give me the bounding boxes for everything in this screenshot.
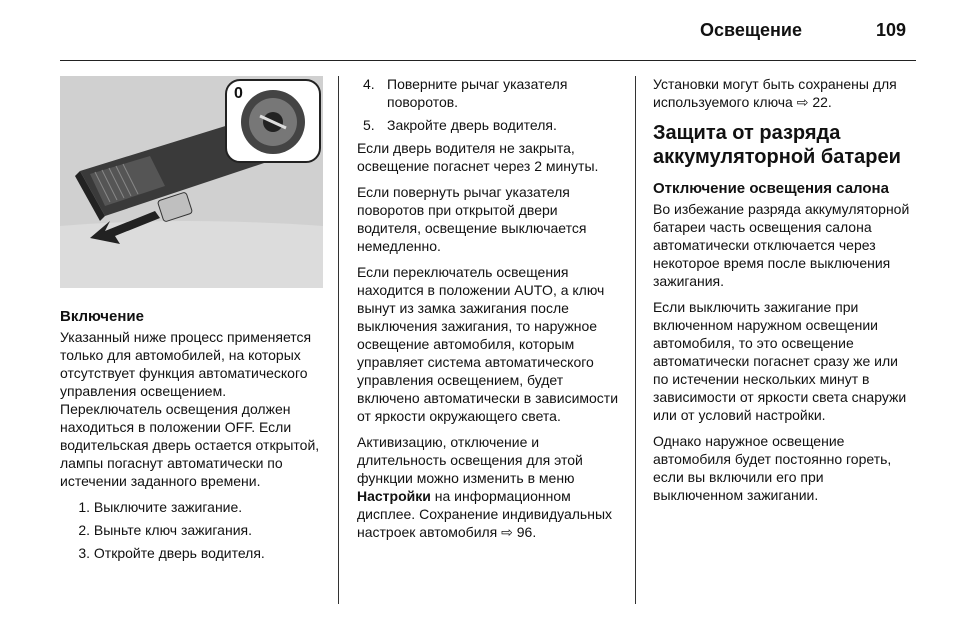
list-item [363, 75, 621, 111]
paragraph: Указанный ниже процесс применяется только для автомобилей, на которых отсутствует функция автоматического управления освещением. Переключатель освещения должен находиться в положении OFF. Если водительская дверь остается открытой, лампы погаснут автоматически по истечении заданного времени. [60, 329, 320, 489]
step-number: 2. [78, 522, 90, 538]
column-1 [60, 308, 322, 567]
paragraph: Если повернуть рычаг указателя поворотов при открытой двери водителя, освещение выключается немедленно. [357, 184, 587, 254]
step-text: Выключите зажигание. [93, 499, 243, 515]
lever-illustration [60, 76, 323, 288]
section-heading: Включение [60, 308, 144, 325]
paragraph-text: на информационном дисплее. Сохранение индивидуальных настроек автомобиля ⇨ 96. [357, 488, 613, 540]
column-2 [357, 75, 621, 549]
step-number: 1. [78, 499, 90, 515]
header-rule [60, 60, 916, 61]
steps-list [357, 75, 621, 134]
page-number: 109 [876, 20, 907, 40]
step-number: 4. [363, 76, 375, 92]
paragraph: Установки могут быть сохранены для используемого ключа ⇨ 22. [653, 76, 897, 110]
paragraph-text: Активизацию, отключение и длительность освещения для этой функции можно изменить в меню [357, 434, 583, 486]
list-item [363, 116, 621, 134]
column-3 [653, 75, 917, 512]
paragraph [357, 433, 621, 541]
section-heading: Защита от разряда аккумуляторной батареи [653, 122, 901, 168]
step-text: Откройте дверь водителя. [93, 545, 265, 561]
section-title: Освещение [700, 20, 802, 40]
step-number: 5. [363, 117, 375, 133]
list-item [66, 521, 322, 539]
subsection-heading: Отключение освещения салона [653, 180, 889, 197]
paragraph: Если переключатель освещения находится в положении AUTO, а ключ вынут из замка зажигания после выключения зажигания, то наружное освещение автомобиля, которым управляет система автоматического управления освещением, будет включено автоматически в зависимости от яркости окружающего света. [357, 264, 619, 424]
steps-list [60, 498, 322, 562]
paragraph: Однако наружное освещение автомобиля будет постоянно гореть, если вы включили его при выключенном зажигании. [653, 433, 892, 503]
column-divider [635, 76, 636, 604]
step-text: Выньте ключ зажигания. [93, 522, 252, 538]
paragraph: Во избежание разряда аккумуляторной батареи часть освещения салона автоматически отключается через некоторое время после выключения зажигания. [653, 201, 910, 289]
paragraph: Если выключить зажигание при включенном наружном освещении автомобиля, то это освещение автоматически погаснет сразу же или по истечении нескольких минут в зависимости от яркости света снаружи или от условий настройки. [653, 299, 907, 423]
paragraph: Если дверь водителя не закрыта, освещение погаснет через 2 минуты. [357, 140, 599, 174]
inset-label: 0 [234, 85, 243, 102]
step-number: 3. [78, 545, 90, 561]
list-item [66, 544, 322, 562]
list-item [66, 498, 322, 516]
step-text: Закройте дверь водителя. [387, 117, 557, 133]
column-divider [338, 76, 339, 604]
step-text: Поверните рычаг указателя поворотов. [387, 76, 568, 110]
menu-name: Настройки [357, 488, 431, 504]
